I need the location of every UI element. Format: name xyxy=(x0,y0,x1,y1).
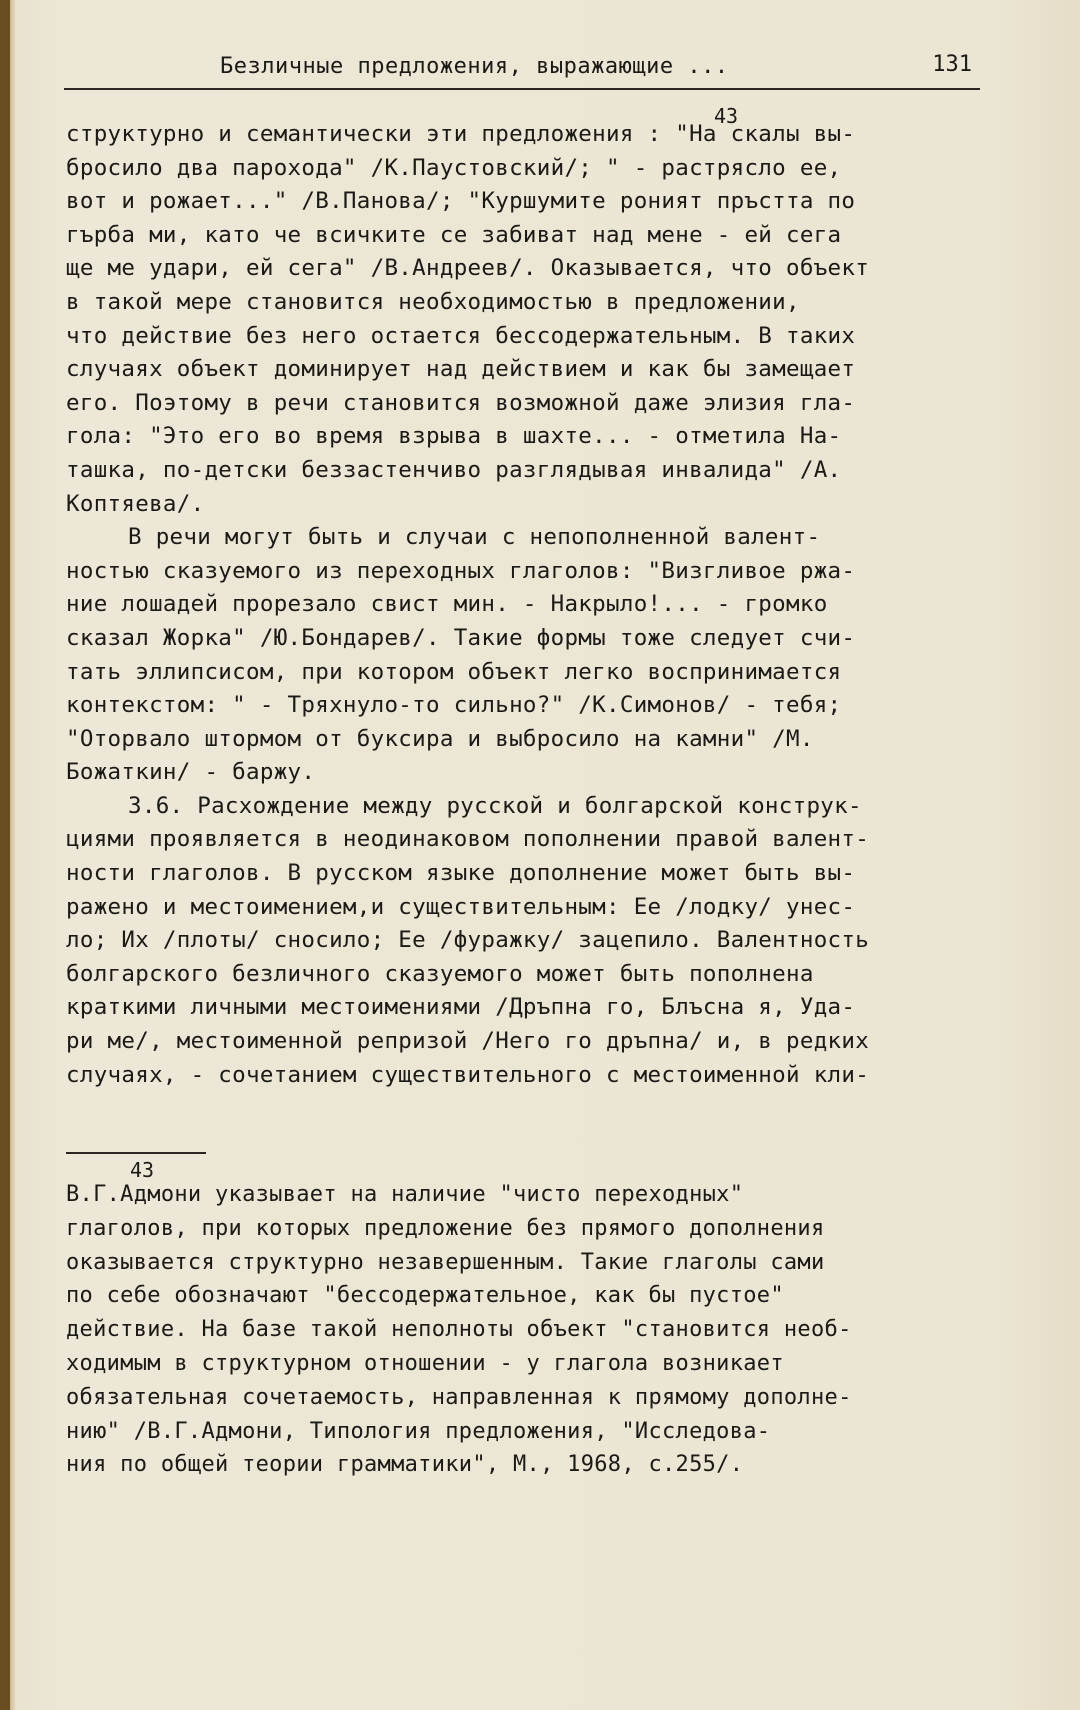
book-spine-edge xyxy=(0,0,10,1710)
text-line: "Оторвало штормом от буксира и выбросило на камни" /М. xyxy=(66,725,814,752)
text-line: Божаткин/ - баржу. xyxy=(66,759,316,786)
text-line: случаях, - сочетанием существительного с местоименной кли- xyxy=(66,1061,870,1088)
text-line: краткими личными местоимениями /Дръпна го, Блъсна я, Уда- xyxy=(66,994,856,1021)
text-line: циями проявляется в неодинаковом пополнении правой валент- xyxy=(66,826,870,853)
footnote-line: ния по общей теории грамматики", М., 1968, с.255/. xyxy=(66,1452,744,1478)
text-line: ностью сказуемого из переходных глаголов: "Визгливое ржа- xyxy=(66,557,856,584)
text-line: сказал Жорка" /Ю.Бондарев/. Такие формы тоже следует счи- xyxy=(66,624,856,651)
text-line: В речи могут быть и случаи с непополненной валент- xyxy=(128,524,821,551)
running-title: Безличные предложения, выражающие ... xyxy=(220,54,729,79)
text-line: ташка, по-детски беззастенчиво разглядывая инвалида" /А. xyxy=(66,456,842,483)
text-line: случаях объект доминирует над действием и как бы замещает xyxy=(66,356,856,383)
text-line: болгарского безличного сказуемого может быть пополнена xyxy=(66,960,814,987)
text-line: контекстом: " - Тряхнуло-то сильно?" /К.Симонов/ - тебя; xyxy=(66,692,842,719)
footnote xyxy=(66,1158,996,1482)
footnote-line: обязательная сочетаемость, направленная к прямому дополне- xyxy=(66,1384,852,1410)
main-text xyxy=(66,118,996,1092)
page-number: 131 xyxy=(932,52,972,77)
footnote-line: по себе обозначают "бессодержательное, как бы пустое" xyxy=(66,1283,784,1309)
footnote-number: 43 xyxy=(130,1158,155,1182)
text-line: в такой мере становится необходимостью в предложении, xyxy=(66,288,800,315)
text-line: Коптяева/. xyxy=(66,490,205,517)
footnote-line: В.Г.Адмони указывает на наличие "чисто переходных" xyxy=(66,1182,744,1207)
text-line: вот и рожает..." /В.Панова/; "Куршумите роният пръстта по xyxy=(66,188,856,215)
text-line: бросило два парохода" /К.Паустовский/; " - растрясло ее, xyxy=(66,154,842,181)
text-line: ности глаголов. В русском языке дополнение может быть вы- xyxy=(66,860,856,887)
footnote-line: ходимым в структурном отношении - у глагола возникает xyxy=(66,1350,784,1376)
text-line: ло; Их /плоты/ сносило; Ее /фуражку/ зацепило. Валентность xyxy=(66,927,870,954)
text-line: 3.6. Расхождение между русской и болгарской конструк- xyxy=(128,792,862,819)
text-line: структурно и семантически эти предложения : "На скалы вы- xyxy=(66,121,856,147)
footnote-separator xyxy=(66,1152,206,1154)
footnote-line: оказывается структурно незавершенным. Такие глаголы сами xyxy=(66,1249,825,1275)
text-line: его. Поэтому в речи становится возможной даже элизия гла- xyxy=(66,389,856,416)
text-line: ри ме/, местоименной репризой /Него го дръпна/ и, в редких xyxy=(66,1028,870,1055)
footnote-line: глаголов, при которых предложение без прямого дополнения xyxy=(66,1215,825,1241)
text-line: ще ме удари, ей сега" /В.Андреев/. Оказывается, что объект xyxy=(66,255,870,282)
text-line: гола: "Это его во время взрыва в шахте... - отметила На- xyxy=(66,423,842,450)
text-line: ражено и местоимением,и существительным: Ее /лодку/ унес- xyxy=(66,893,856,920)
text-line: тать эллипсисом, при котором объект легко воспринимается xyxy=(66,658,842,685)
footnote-line: действие. На базе такой неполноты объект "становится необ- xyxy=(66,1317,852,1343)
text-line: гърба ми, като че всичките се забиват над мене - ей сега xyxy=(66,221,842,248)
running-header xyxy=(64,52,980,90)
footnote-reference-marker: 43 xyxy=(714,104,739,128)
footnote-line: нию" /В.Г.Адмони, Типология предложения, "Исследова- xyxy=(66,1418,771,1444)
text-line: ние лошадей прорезало свист мин. - Накрыло!... - громко xyxy=(66,591,828,618)
text-line: что действие без него остается бессодержательным. В таких xyxy=(66,322,856,349)
